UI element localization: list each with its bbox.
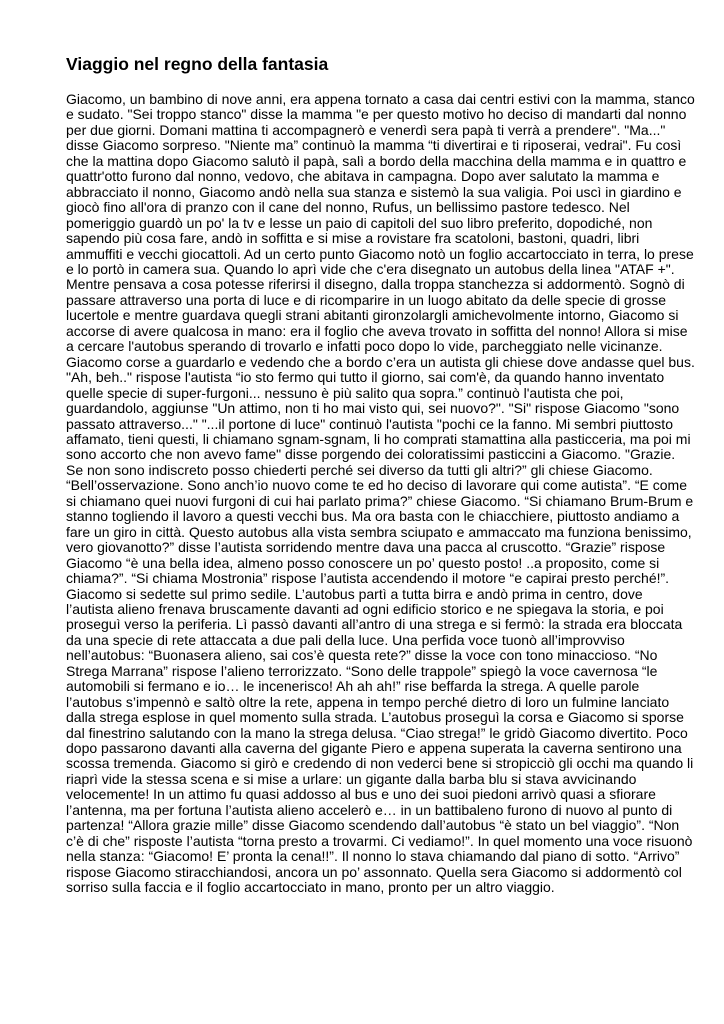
document-body (66, 92, 695, 896)
text-line: Se non sono indiscreto posso chiederti perché sei diverso da tutti gli altri?” gli chiese Giacomo. (66, 461, 653, 478)
text-line: e lo portò in camera sua. Quando lo aprì vide che c'era disegnato un autobus della linea "ATAF +". (66, 260, 675, 277)
text-line: sorriso sulla faccia e il foglio accartocciato in mano, pronto per un altro viaggio. (66, 879, 555, 896)
document-title: Viaggio nel regno della fantasia (66, 54, 329, 74)
text-line: a cercare l'autobus sperando di trovarlo e infatti poco dopo lo vide, parcheggiato nelle vicinanze. (66, 338, 663, 355)
text-line: l’antenna, ma per fortuna l’autista alieno accelerò e… in un battibaleno furono di nuovo al punto di (66, 801, 673, 818)
text-line: "Ah, beh.." rispose l'autista “io sto fermo qui tutto il giorno, sai com'è, da quando hanno inventato (66, 369, 665, 386)
text-line: Giacomo “è una bella idea, almeno posso conoscere un po’ questo posto! ..a proposito, come si (66, 554, 660, 571)
text-line: ammuffiti e vecchi giocattoli. Ad un certo punto Giacomo notò un foglio accartocciato in terra, lo prese (66, 245, 694, 262)
text-line: nella stanza: “Giacomo! E’ pronta la cena!!”. Il nonno lo stava chiamando dal piano di sotto. “Arrivo” (66, 848, 680, 865)
text-line: partenza! “Allora grazie mille” disse Giacomo scendendo dall’autobus “è stato un bel viaggio”. “Non (66, 817, 680, 834)
text-line: affamato, tieni questi, li chiamano sgnam-sgnam, li ho comprati stamattina alla pasticceria, ma poi mi (66, 430, 691, 447)
text-line: quelle specie di super-furgoni... nessuno è più salito qua sopra.” continuò l'autista che poi, (66, 384, 624, 401)
text-line: dal finestrino salutando con la mano la strega delusa. “Ciao strega!” le gridò Giacomo divertito. Poco (66, 724, 688, 741)
text-line: proseguì verso la periferia. Lì passò davanti all’antro di una strega e si fermò: la strada era bloccata (66, 616, 683, 633)
text-line: da una specie di rete attaccata a due pali della luce. Una perfida voce tuonò all’improvviso (66, 631, 625, 648)
text-line: si chiamano quei nuovi furgoni di cui hai parlato prima?” chiese Giacomo. “Si chiamano Brum-Brum e (66, 492, 694, 509)
text-line: automobili si fermano e io… le incenerisco! Ah ah ah!” rise beffarda la strega. A quelle parole (66, 678, 640, 695)
text-line: lucertole e mentre guardava quegli strani abitanti gironzolargli amichevolmente intorno, Giacomo si (66, 307, 679, 324)
text-line: stanno togliendo il lavoro a questi vecchi bus. Ma ora basta con le chiacchiere, piuttosto andiamo a (66, 508, 680, 525)
text-line: abbracciato il nonno, Giacomo andò nella sua stanza e sistemò la sua valigia. Poi uscì in giardino e (66, 183, 682, 200)
text-line: quattr'otto furono dal nonno, vedovo, che abitava in campagna. Dopo aver salutato la mamma e (66, 168, 660, 185)
text-line: disse Giacomo sorpreso. "Niente ma” continuò la mamma “ti divertirai e ti riposerai, vedrai". Fu così (66, 137, 682, 154)
text-line: pomeriggio guardò un po' la tv e lesse un paio di capitoli del suo libro preferito, dopodiché, non (66, 214, 653, 231)
text-line: “Bell’osservazione. Sono anch’io nuovo come te ed ho deciso di lavorare qui come autista”. “E come (66, 477, 687, 494)
text-line: chiama?”. “Si chiama Mostronia” rispose l’autista accendendo il motore “e capirai presto perché!”. (66, 570, 670, 587)
text-line: dalla strega esplose in quel momento sulla strada. L’autobus proseguì la corsa e Giacomo si sporse (66, 709, 684, 726)
text-line: l’autobus s’impennò e saltò oltre la rete, appena in tempo perché dietro di loro un fulmine lanciato (66, 693, 670, 710)
text-line: accorse di avere qualcosa in mano: era il foglio che aveva trovato in soffitta del nonno! Allora si mise (66, 322, 688, 339)
text-line: e sudato. "Sei troppo stanco" disse la mamma "e per questo motivo ho deciso di mandarti dal nonno (66, 106, 687, 123)
text-line: scossa tremenda. Giacomo si girò e credendo di non vederci bene si stropicciò gli occhi ma quando li (66, 755, 694, 772)
text-line: l’autista alieno frenava bruscamente davanti ad ogni edificio storico e ne spiegava la storia, e poi (66, 600, 664, 617)
text-line: Mentre pensava a cosa potesse riferirsi il disegno, dalla troppa stanchezza si addormentò. Sognò di (66, 276, 685, 293)
text-line: sono accorto che non avevo fame" disse porgendo dei coloratissimi pasticcini a Giacomo. "Grazie. (66, 446, 676, 463)
text-line: passare attraverso una porta di luce e di ricomparire in un luogo abitato da delle specie di grosse (66, 291, 667, 308)
text-line: fare un giro in città. Questo autobus alla vista sembra sciupato e ammaccato ma funziona benissimo, (66, 523, 692, 540)
text-line: Giacomo si sedette sul primo sedile. L’autobus partì a tutta birra e andò prima in centro, dove (66, 585, 643, 602)
text-line: nell’autobus: “Buonasera alieno, sai cos’è questa rete?” disse la voce con tono minaccioso. “No (66, 647, 658, 664)
text-line: Strega Marrana” rispose l’alieno terrorizzato. “Sono delle trappole” spiegò la voce cavernosa “le (66, 662, 658, 679)
text-line: riaprì vide la stessa scena e si mise a urlare: un gigante dalla barba blu si stava avvicinando (66, 770, 637, 787)
text-line: per due giorni. Domani mattina ti accompagnerò e venerdì sera papà ti verrà a prendere". "Ma..." (66, 121, 666, 138)
text-line: passato attraverso..." "...il portone di luce" continuò l'autista "pochi ce la fanno. Mi sembri piuttosto (66, 415, 673, 432)
text-line: Giacomo, un bambino di nove anni, era appena tornato a casa dai centri estivi con la mamma, stanco (66, 91, 695, 107)
text-line: c’è di che” risposte l’autista “torna presto a trovarmi. Ci vediamo!”. In quel momento una voce risuonò (66, 832, 693, 849)
text-line: dopo passarono davanti alla caverna del gigante Piero e appena superata la caverna sentirono una (66, 740, 682, 757)
text-line: che la mattina dopo Giacomo salutò il papà, salì a bordo della macchina della mamma e in quattro e (66, 152, 687, 169)
text-line: guardandolo, aggiunse "Un attimo, non ti ho mai visto qui, sei nuovo?". "Si" rispose Giacomo "sono (66, 400, 680, 417)
text-line: rispose Giacomo stiracchiandosi, ancora un po’ assonnato. Quella sera Giacomo si addormentò col (66, 863, 682, 880)
text-line: velocemente! In un attimo fu quasi addosso al bus e uno dei suoi piedoni arrivò quasi a sfiorare (66, 786, 656, 803)
text-line: giocò fino all'ora di pranzo con il cane del nonno, Rufus, un bellissimo pastore tedesco. Nel (66, 199, 630, 216)
text-line: sapendo più cosa fare, andò in soffitta e si mise a rovistare fra scatoloni, bastoni, quadri, libri (66, 230, 640, 247)
text-line: vero giovanotto?” disse l’autista sorridendo mentre dava una pacca al cruscotto. “Grazie” rispose (66, 539, 666, 556)
text-line: Giacomo corse a guardarlo e vedendo che a bordo c’era un autista gli chiese dove andasse quel bus. (66, 353, 695, 370)
